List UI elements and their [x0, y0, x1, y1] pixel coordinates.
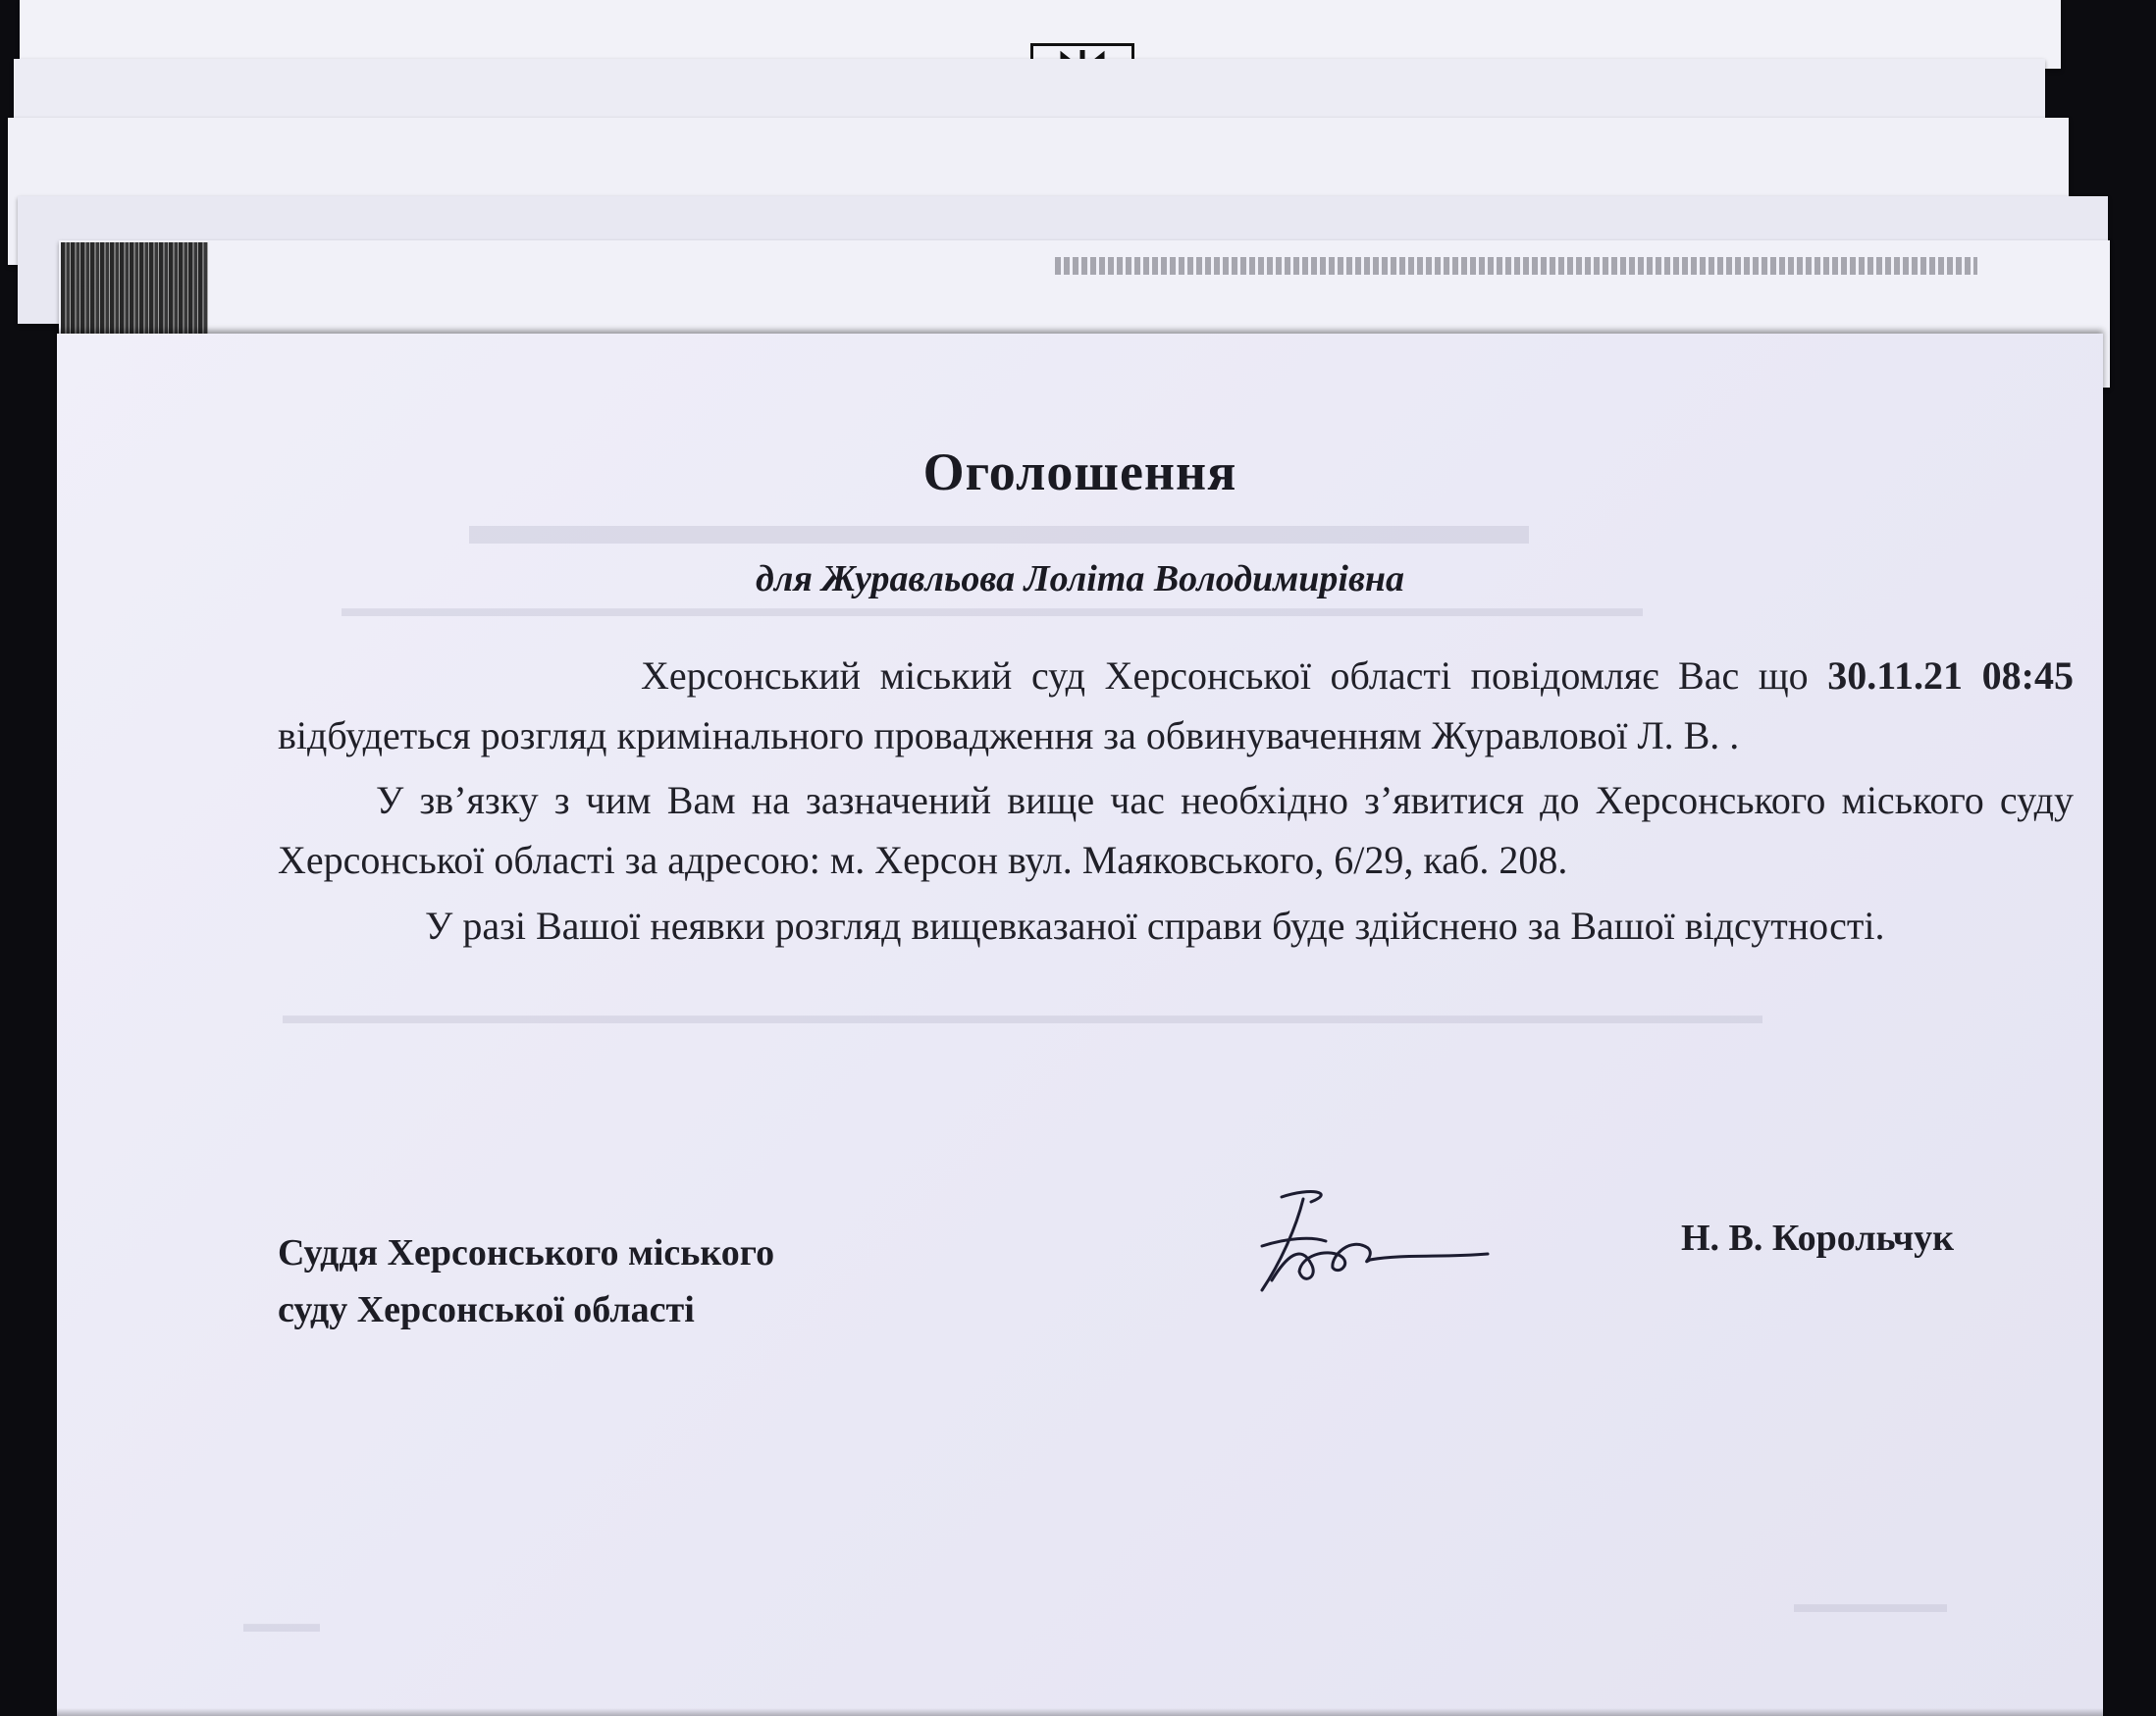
paragraph-absence — [278, 896, 2074, 956]
judge-title — [278, 1224, 774, 1338]
appearance-text: У зв’язку з чим Вам на зазначений вище час необхідно з’явитися до Херсонського міського суду Херсонської області за адресою: м. Херсон вул. Маяковського, 6/29, каб. 208. — [278, 778, 2074, 882]
bleed-through-text: ▬▬▬▬▬▬▬▬▬▬▬▬▬▬▬▬▬▬ — [469, 492, 1529, 556]
hearing-datetime: 30.11.21 08:45 — [1827, 653, 2074, 698]
announcement-body — [278, 646, 2074, 956]
judge-title-line: Суддя Херсонського міського — [278, 1232, 775, 1274]
notice-rest: відбудеться розгляд кримінального провадження за обвинуваченням Журавлової Л. В. . — [278, 713, 1740, 757]
bleed-through-text: ▬▬▬ — [243, 1609, 320, 1638]
handwritten-signature — [1242, 1177, 1498, 1305]
judge-title-line: суду Херсонської області — [278, 1289, 695, 1330]
absence-text: У разі Вашої неявки розгляд вищевказаної справи буде здійснено за Вашої відсутності. — [425, 904, 1885, 948]
paragraph-notice — [278, 646, 2074, 765]
bleed-through-text: ▬▬▬▬▬▬▬▬▬▬▬▬▬▬▬▬▬▬▬▬▬▬▬▬▬▬▬▬▬▬▬▬▬▬▬▬▬▬▬▬▬▬▬▬▬▬▬▬▬▬▬▬▬▬▬▬▬▬ — [283, 1001, 1762, 1029]
page-edge-shadow — [57, 1708, 2103, 1716]
bleed-through-line — [1055, 257, 1977, 275]
judge-name: Н. В. Корольчук — [1681, 1218, 1955, 1259]
notice-lead: Херсонський міський суд Херсонської області повідомляє Вас що — [641, 653, 1809, 698]
bleed-through-text: ▬▬▬▬▬▬ — [1794, 1589, 1947, 1618]
announcement-sheet — [57, 334, 2103, 1716]
recipient-line: для Журавльова Лоліта Володимирівна — [755, 558, 1405, 599]
scan-artifact — [61, 242, 208, 336]
bleed-through-text: ▬▬▬▬▬▬▬▬▬▬▬▬▬▬▬▬▬▬▬▬▬▬▬▬▬▬▬▬▬▬▬▬▬▬▬▬▬▬▬▬▬▬▬▬▬▬▬▬▬▬▬ — [342, 594, 1643, 622]
paragraph-appearance — [278, 770, 2074, 890]
document-title: Оголошення — [922, 442, 1237, 501]
